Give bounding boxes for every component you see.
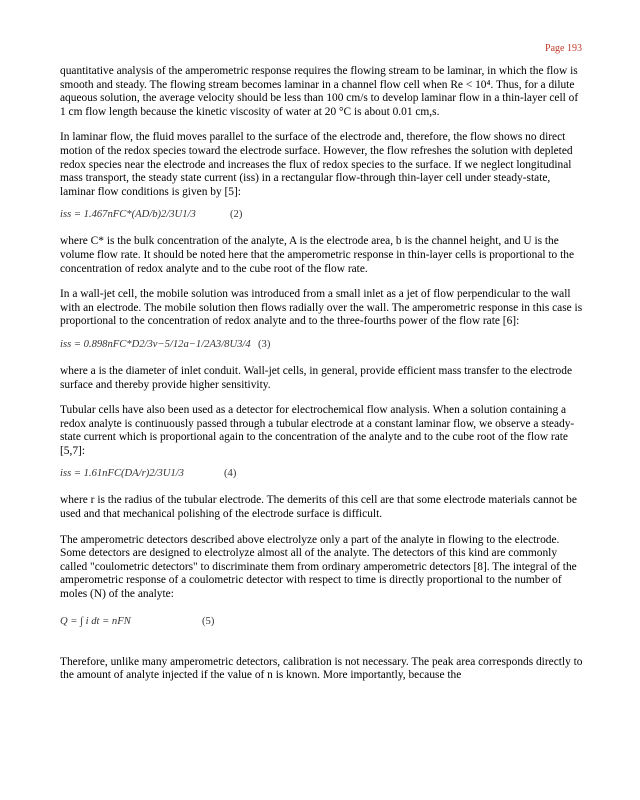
page-number: Page 193 [545,43,582,54]
document-body [60,65,584,683]
equation-4 [60,468,584,482]
equation-4-formula: iss = 1.61nFC(DA/r)2/3U1/3 [60,468,184,480]
paragraph-2: In laminar flow, the fluid moves parallel to the surface of the electrode and, therefore, the flow shows no direct motion of the redox species toward the electrode surface. However, the flow refreshes the solution with depleted redox species near the electrode and increases the flux of redox species to the surface. If we neglect longitudinal mass transport, the steady state current (iss) in a rectangular flow-through thin-layer cell under steady-state, laminar flow conditions is given by [5]: [60,131,573,198]
equation-3-formula: iss = 0.898nFC*D2/3ν−5/12a−1/2A3/8U3/4 [60,338,251,350]
equation-2-number: (2) [230,209,243,221]
equation-2-formula: iss = 1.467nFC*(AD/b)2/3U1/3 [60,209,196,221]
equation-5-formula: Q = ∫ i dt = nFN [60,615,131,627]
paragraph-9: Therefore, unlike many amperometric detectors, calibration is not necessary. The peak area corresponds directly to the amount of analyte injected if the value of n is known. More importantly, because the [60,655,583,682]
paragraph-3: where C* is the bulk concentration of the analyte, A is the electrode area, b is the channel height, and U is the volume flow rate. It should be noted here that the amperometric response in thin-layer cells is proportional to the concentration of redox analyte and to the cube root of the flow rate. [60,235,575,275]
paragraph-1: quantitative analysis of the amperometric response requires the flowing stream to be laminar, in which the flow is smooth and steady. The flowing stream becomes laminar in a channel flow cell when Re < 10⁴. Thus, for a dilute aqueous solution, the average velocity should be less than 100 cm/s to develop laminar flow in a thin-layer cell of 1 cm flow length because the kinetic viscosity of water at 20 °C is about 0.01 cm,s. [60,65,579,118]
equation-4-number: (4) [224,468,237,480]
equation-3-number: (3) [258,338,271,350]
paragraph-6: Tubular cells have also been used as a detector for electrochemical flow analysis. When a solution containing a redox analyte is continuously passed through a tubular electrode at a constant laminar flow, we observe a steady-state current which is proportional again to the concentration of the analyte and to the cube root of the flow rate [5,7]: [60,404,575,457]
paragraph-7: where r is the radius of the tubular electrode. The demerits of this cell are that some electrode materials cannot be used and that mechanical polishing of the electrode surface is difficult. [60,494,577,521]
paragraph-8: The amperometric detectors described above electrolyze only a part of the analyte in flowing to the electrode. Some detectors are designed to electrolyze almost all of the analyte. The detectors of this kind are commonly called "coulometric detectors" to discriminate them from ordinary amperometric detectors [8]. The integral of the amperometric response of a coulometric detector with respect to time is directly proportional to the number of moles (N) of the analyte: [60,533,577,601]
equation-5 [60,608,584,638]
equation-2 [60,209,584,223]
paragraph-5: where a is the diameter of inlet conduit. Wall-jet cells, in general, provide efficient mass transfer to the electrode surface and thereby provide higher sensitivity. [60,364,572,391]
paragraph-4: In a wall-jet cell, the mobile solution was introduced from a small inlet as a jet of flow perpendicular to the wall with an electrode. The mobile solution then flows radially over the wall. The amperometric response in this case is proportional to the concentration of redox analyte and to the three-fourths power of the flow rate [6]: [60,288,583,328]
equation-5-number: (5) [202,615,215,627]
equation-3 [60,339,584,353]
